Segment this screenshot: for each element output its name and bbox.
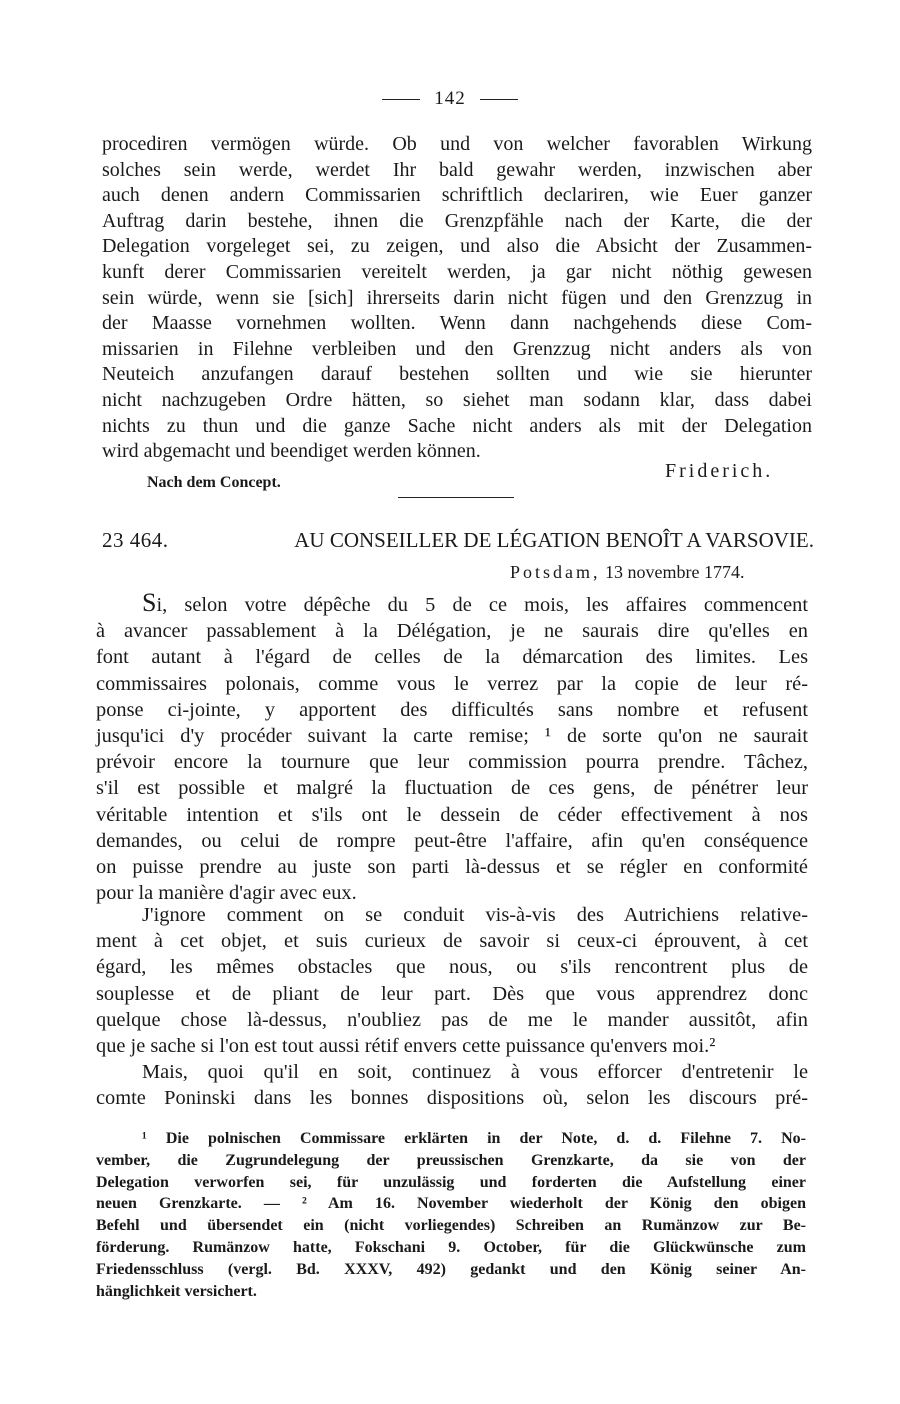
text-line: der Maasse vornehmen wollten. Wenn dann nachgehends diese Com- (102, 312, 812, 335)
footnote-line: Befehl und übersendet ein (nicht vorliegendes) Schreiben an Rumänzow zur Be- (96, 1217, 806, 1235)
dateline (510, 562, 745, 583)
footnote-line: Delegation verworfen sei, für unzulässig und forderten die Aufstellung einer (96, 1173, 806, 1191)
text-line: wird abgemacht und beendiget werden können. (102, 440, 481, 463)
letter2-paragraph-3 (96, 1059, 808, 1111)
page-number: 142 (434, 88, 466, 109)
header-rule-left (382, 99, 420, 100)
letter1-text (102, 132, 812, 465)
text-line: souplesse et de pliant de leur part. Dès que vous apprendrez donc (96, 982, 808, 1005)
footnote-line: Friedensschluss (vergl. Bd. XXXV, 492) gedankt und den König seiner An- (96, 1260, 806, 1278)
footnotes (96, 1128, 806, 1302)
text-line: missarien in Filehne verbleiben und den Grenzzug nicht anders als von (102, 337, 812, 360)
text-line: font autant à l'égard de celles de la démarcation des limites. Les (96, 646, 808, 669)
text-line: kunft derer Commissarien vereitelt werden, ja gar nicht nöthig gewesen (102, 260, 812, 283)
text-line: jusqu'ici d'y procéder suivant la carte remise; ¹ de sorte qu'on ne saurait (96, 725, 808, 748)
text-line: nicht nachzugeben Ordre hätten, so siehet man sodann klar, dass dabei (102, 388, 812, 411)
header-rule-right (480, 99, 518, 100)
signature: Friderich. (665, 460, 774, 482)
dateline-date: 13 novembre 1774. (605, 562, 745, 582)
text-line: auch denen andern Commissarien schriftlich declariren, wie Euer ganzer (102, 184, 812, 207)
dateline-place: Potsdam, (510, 562, 601, 582)
text-line: prévoir encore la tournure que leur commission pourra prendre. Tâchez, (96, 751, 808, 774)
text-line: Mais, quoi qu'il en soit, continuez à vous efforcer d'entretenir le (142, 1061, 808, 1083)
text-line: Auftrag darin bestehe, ihnen die Grenzpfähle nach der Karte, die der (102, 209, 812, 232)
text-line: quelque chose là-dessus, n'oubliez pas de me le mander aussitôt, afin (96, 1008, 808, 1031)
text-line: nichts zu thun und die ganze Sache nicht anders als mit der Delegation (102, 414, 812, 437)
text-line: à avancer passablement à la Délégation, je ne saurais dire qu'elles en (96, 620, 808, 643)
footnote-line: förderung. Rumänzow hatte, Fokschani 9. October, für die Glückwünsche zum (96, 1238, 806, 1256)
letter-heading (102, 528, 814, 553)
text-line: solches sein werde, werdet Ihr bald gewahr werden, inzwischen aber (102, 158, 812, 181)
letter-number: 23 464. (102, 528, 169, 552)
section-divider (398, 497, 514, 498)
text-line: s'il est possible et malgré la fluctuation de ces gens, de pénétrer leur (96, 777, 808, 800)
page-header (0, 88, 900, 110)
source-note: Nach dem Concept. (147, 474, 281, 491)
text-line: sein würde, wenn sie [sich] ihrerseits darin nicht fügen und den Grenzzug in (102, 286, 812, 309)
text-line: J'ignore comment on se conduit vis-à-vis des Autrichiens relative- (142, 904, 808, 926)
text-line: commissaires polonais, comme vous le verrez par la copie de leur ré- (96, 672, 808, 695)
text-line: ponse ci-jointe, y apportent des difficultés sans nombre et refusent (96, 698, 808, 721)
footnote-line: hänglichkeit versichert. (96, 1282, 257, 1300)
initial-letter: S (142, 588, 157, 617)
text-line: véritable intention et s'ils ont le dessein de céder effectivement à nos (96, 803, 808, 826)
text-line: demandes, ou celui de rompre peut-être l'affaire, afin qu'en conséquence (96, 829, 808, 852)
text-line: Delegation vorgeleget sei, zu zeigen, und also die Absicht der Zusammen- (102, 235, 812, 258)
text-line: que je sache si l'on est tout aussi rétif envers cette puissance qu'envers moi.² (96, 1035, 716, 1058)
text-line: comte Poninski dans les bonnes dispositions où, selon les discours pré- (96, 1087, 808, 1110)
text-line: égard, les mêmes obstacles que nous, ou s'ils rencontrent plus de (96, 956, 808, 979)
text-line: ment à cet objet, et suis curieux de savoir si ceux-ci éprouvent, à cet (96, 930, 808, 953)
text-line: on puisse prendre au juste son parti là-dessus et se régler en conformité (96, 856, 808, 879)
text-line: Si, selon votre dépêche du 5 de ce mois, les affaires commencent (142, 588, 808, 617)
letter-title: AU CONSEILLER DE LÉGATION BENOÎT A VARSOVIE. (294, 528, 814, 552)
footnote-line: ¹ Die polnischen Commissare erklärten in der Note, d. d. Filehne 7. No- (142, 1130, 806, 1147)
text-line: procediren vermögen würde. Ob und von welcher favorablen Wirkung (102, 133, 812, 155)
text-line: Neuteich anzufangen darauf bestehen sollten und wie sie hierunter (102, 363, 812, 386)
footnote-line: neuen Grenzkarte. — ² Am 16. November wiederholt der König den obigen (96, 1195, 806, 1213)
letter2-paragraph-2 (96, 902, 808, 1059)
letter2-paragraph-1 (96, 590, 808, 906)
text-line: pour la manière d'agir avec eux. (96, 882, 357, 905)
footnote-line: vember, die Zugrundelegung der preussischen Grenzkarte, da sie von der (96, 1151, 806, 1169)
